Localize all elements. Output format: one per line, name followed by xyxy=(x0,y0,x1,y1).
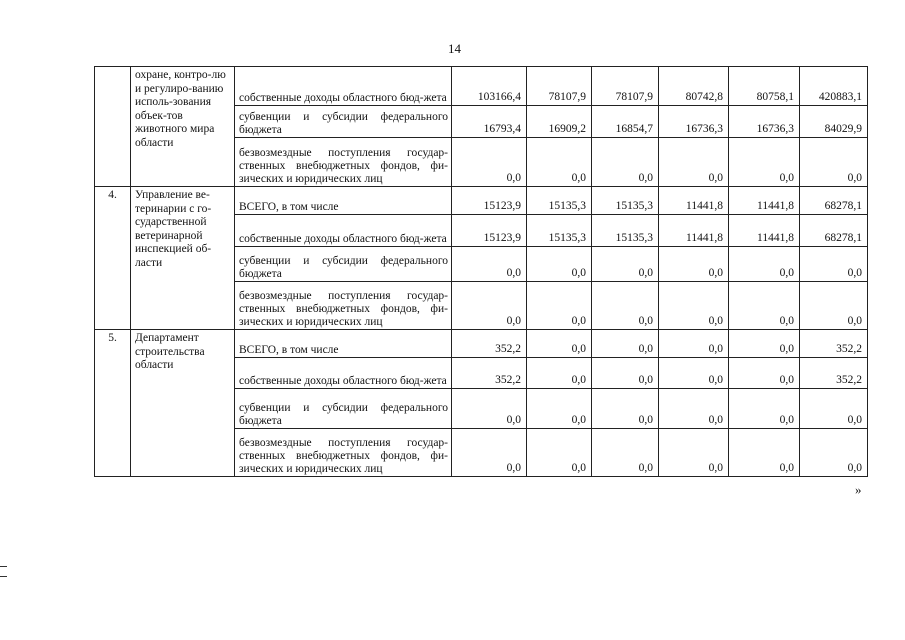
margin-tick-mark xyxy=(0,576,7,577)
funding-source-label: собственные доходы областного бюд-жета xyxy=(239,233,447,245)
value-cell: 11441,8 xyxy=(659,215,729,247)
value-cell: 0,0 xyxy=(592,429,659,477)
funding-source xyxy=(235,215,452,247)
value-cell: 15135,3 xyxy=(592,215,659,247)
value-cell: 0,0 xyxy=(729,330,800,358)
value-cell: 0,0 xyxy=(729,282,800,330)
value-total-cell: 68278,1 xyxy=(800,187,868,215)
value-cell: 0,0 xyxy=(659,429,729,477)
funding-source-label: безвозмездные поступления государ-ственных внебюджетных фондов, фи-зических и юридических лиц xyxy=(239,437,448,475)
value-cell: 0,0 xyxy=(527,247,592,282)
funding-source xyxy=(235,67,452,106)
table-row xyxy=(95,67,868,106)
value-total-cell: 0,0 xyxy=(800,138,868,187)
value-total-cell: 0,0 xyxy=(800,282,868,330)
organization-name: Управление ве-теринарии с го-сударственной ветеринарной инспекцией об-ласти xyxy=(131,187,235,330)
value-cell: 15123,9 xyxy=(452,187,527,215)
value-cell: 80758,1 xyxy=(729,67,800,106)
funding-source xyxy=(235,330,452,358)
value-cell: 0,0 xyxy=(452,282,527,330)
funding-source-label: субвенции и субсидии федерального бюджета xyxy=(239,402,448,427)
value-cell: 11441,8 xyxy=(729,187,800,215)
value-total-cell: 0,0 xyxy=(800,247,868,282)
value-cell: 78107,9 xyxy=(592,67,659,106)
funding-source xyxy=(235,282,452,330)
value-cell: 0,0 xyxy=(729,138,800,187)
value-cell: 0,0 xyxy=(729,429,800,477)
funding-source-label: субвенции и субсидии федерального бюджета xyxy=(239,255,448,280)
value-cell: 0,0 xyxy=(452,389,527,429)
row-number xyxy=(95,67,131,187)
value-cell: 0,0 xyxy=(527,389,592,429)
value-cell: 103166,4 xyxy=(452,67,527,106)
value-total-cell: 352,2 xyxy=(800,330,868,358)
value-cell: 0,0 xyxy=(592,247,659,282)
page-number: 14 xyxy=(448,41,461,56)
value-cell: 80742,8 xyxy=(659,67,729,106)
funding-source-label: ВСЕГО, в том числе xyxy=(239,201,339,213)
value-total-cell: 84029,9 xyxy=(800,106,868,138)
funding-source-label: ВСЕГО, в том числе xyxy=(239,344,339,356)
value-cell: 16909,2 xyxy=(527,106,592,138)
value-cell: 0,0 xyxy=(592,138,659,187)
funding-source xyxy=(235,429,452,477)
value-cell: 0,0 xyxy=(452,138,527,187)
value-cell: 11441,8 xyxy=(659,187,729,215)
value-cell: 0,0 xyxy=(592,389,659,429)
funding-source xyxy=(235,187,452,215)
budget-table xyxy=(94,66,868,477)
value-cell: 15123,9 xyxy=(452,215,527,247)
value-total-cell: 352,2 xyxy=(800,358,868,389)
value-cell: 15135,3 xyxy=(527,215,592,247)
value-cell: 0,0 xyxy=(592,330,659,358)
value-cell: 16736,3 xyxy=(659,106,729,138)
funding-source-label: собственные доходы областного бюд-жета xyxy=(239,375,447,387)
value-cell: 0,0 xyxy=(527,429,592,477)
funding-source-label: безвозмездные поступления государ-ственных внебюджетных фондов, фи-зических и юридических лиц xyxy=(239,147,448,185)
value-cell: 0,0 xyxy=(527,330,592,358)
value-total-cell: 0,0 xyxy=(800,429,868,477)
value-cell: 16854,7 xyxy=(592,106,659,138)
value-cell: 0,0 xyxy=(659,389,729,429)
row-number: 5. xyxy=(95,330,131,477)
value-cell: 11441,8 xyxy=(729,215,800,247)
value-cell: 16793,4 xyxy=(452,106,527,138)
value-cell: 0,0 xyxy=(729,389,800,429)
closing-quote-mark: » xyxy=(855,482,862,497)
organization-name: Департамент строительства области xyxy=(131,330,235,477)
value-total-cell: 0,0 xyxy=(800,389,868,429)
funding-source-label: субвенции и субсидии федерального бюджета xyxy=(239,111,448,136)
margin-tick-mark xyxy=(0,566,7,567)
value-cell: 15135,3 xyxy=(527,187,592,215)
funding-source xyxy=(235,106,452,138)
value-cell: 0,0 xyxy=(527,358,592,389)
organization-name: охране, контро-лю и регулиро-ванию исполь-зования объек-тов животного мира области xyxy=(131,67,235,187)
funding-source xyxy=(235,358,452,389)
value-cell: 0,0 xyxy=(659,358,729,389)
funding-source xyxy=(235,138,452,187)
value-cell: 0,0 xyxy=(729,358,800,389)
value-cell: 0,0 xyxy=(527,138,592,187)
value-cell: 0,0 xyxy=(527,282,592,330)
funding-source-label: собственные доходы областного бюд-жета xyxy=(239,92,447,104)
funding-source xyxy=(235,389,452,429)
value-cell: 0,0 xyxy=(659,282,729,330)
table-row xyxy=(95,187,868,215)
value-cell: 352,2 xyxy=(452,358,527,389)
row-number: 4. xyxy=(95,187,131,330)
value-cell: 0,0 xyxy=(659,247,729,282)
funding-source xyxy=(235,247,452,282)
value-cell: 0,0 xyxy=(592,282,659,330)
value-cell: 0,0 xyxy=(659,138,729,187)
value-cell: 352,2 xyxy=(452,330,527,358)
funding-source-label: безвозмездные поступления государ-ственных внебюджетных фондов, фи-зических и юридических лиц xyxy=(239,290,448,328)
value-cell: 78107,9 xyxy=(527,67,592,106)
value-total-cell: 420883,1 xyxy=(800,67,868,106)
table-row xyxy=(95,330,868,358)
value-cell: 0,0 xyxy=(592,358,659,389)
value-total-cell: 68278,1 xyxy=(800,215,868,247)
value-cell: 0,0 xyxy=(452,429,527,477)
value-cell: 15135,3 xyxy=(592,187,659,215)
value-cell: 0,0 xyxy=(452,247,527,282)
value-cell: 0,0 xyxy=(729,247,800,282)
value-cell: 0,0 xyxy=(659,330,729,358)
value-cell: 16736,3 xyxy=(729,106,800,138)
